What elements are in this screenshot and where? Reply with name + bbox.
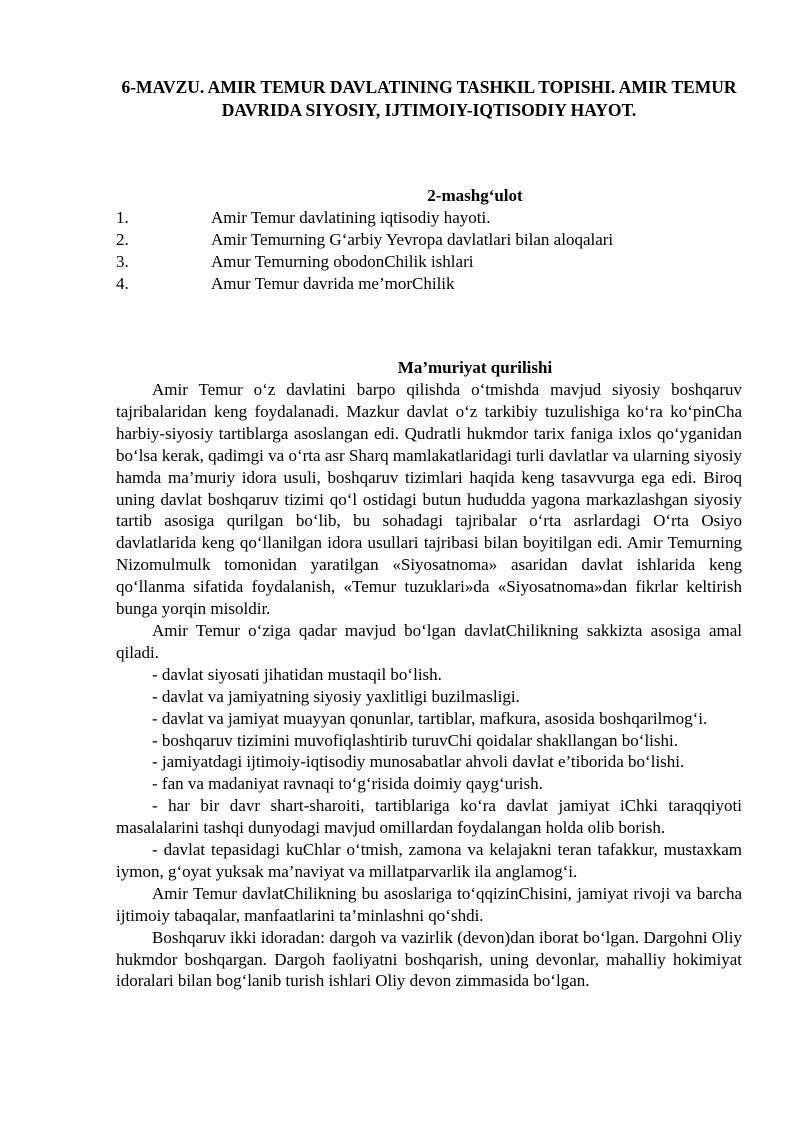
topic-item bbox=[116, 273, 742, 295]
topic-number: 3. bbox=[116, 252, 129, 271]
topic-item bbox=[116, 229, 742, 251]
list-paragraph: - davlat va jamiyatning siyosiy yaxlitligi buzilmasligi. bbox=[152, 686, 520, 706]
topic-list bbox=[116, 207, 742, 295]
topic-text: Amur Temurning obodonChilik ishlari bbox=[211, 252, 474, 271]
topic-number: 1. bbox=[116, 208, 129, 227]
body-paragraph: Amir Temur o‘ziga qadar mavjud bo‘lgan davlatChilikning sakkizta asosiga amal qiladi. bbox=[116, 620, 742, 662]
list-paragraph: - davlat va jamiyat muayyan qonunlar, tartiblar, mafkura, asosida boshqarilmog‘i. bbox=[152, 708, 708, 728]
list-paragraph: - har bir davr shart-sharoiti, tartiblariga ko‘ra davlat jamiyat iChki taraqqiyoti masalalarini tashqi dunyodagi mavjud omillardan foydalangan holda olib borish. bbox=[116, 796, 742, 838]
body-paragraph: Boshqaruv ikki idoradan: dargoh va vazirlik (devon)dan iborat bo‘lgan. Dargohni Oliy hukmdor boshqargan. Dargoh faoliyatni boshqarish, uning devonlar, mahalliy hokimiyat idoralari bilan bog‘lanib turish ishlari Oliy devon zimmasida bo‘lgan. bbox=[116, 927, 742, 991]
body-paragraph: Amir Temur davlatChilikning bu asoslariga to‘qqizinChisini, jamiyat rivoji va barcha ijtimoiy tabaqalar, manfaatlarini ta’minlashni qo‘shdi. bbox=[116, 883, 742, 925]
list-paragraph: - davlat tepasidagi kuChlar o‘tmish, zamona va kelajakni teran tafakkur, mustaxkam iymon, g‘oyat yuksak ma’naviyat va millatparvarlik ila anglamog‘i. bbox=[116, 840, 742, 881]
topic-text: Amur Temur davrida me’morChilik bbox=[211, 274, 455, 293]
list-paragraph: - boshqaruv tizimini muvofiqlashtirib turuvChi qoidalar shakllangan bo‘lishi. bbox=[152, 730, 678, 750]
topic-item bbox=[116, 251, 742, 273]
document-title: 6-MAVZU. AMIR TEMUR DAVLATINING TASHKIL TOPISHI. AMIR TEMUR DAVRIDA SIYOSIY, IJTIMOIY-IQTISODIY HAYOT. bbox=[121, 77, 737, 120]
topic-text: Amir Temurning G‘arbiy Yevropa davlatlari bilan aloqalari bbox=[211, 230, 614, 249]
lesson-title: 2-mashg‘ulot bbox=[427, 186, 523, 205]
topic-text: Amir Temur davlatining iqtisodiy hayoti. bbox=[211, 208, 491, 227]
list-paragraph: - jamiyatdagi ijtimoiy-iqtisodiy munosabatlar ahvoli davlat e’tiborida bo‘lishi. bbox=[152, 752, 685, 772]
section-heading: Ma’muriyat qurilishi bbox=[397, 358, 553, 377]
topic-number: 2. bbox=[116, 230, 129, 249]
topic-number: 4. bbox=[116, 274, 129, 293]
body-paragraph: Amir Temur o‘z davlatini barpo qilishda o‘tmishda mavjud siyosiy boshqaruv tajribalaridan keng foydalanadi. Mazkur davlat o‘z tarkibiy tuzulishiga ko‘ra ko‘pinCha harbiy-siyosiy tartiblarga asoslangan edi. Qudratli hukmdor tarix faniga ixlos qo‘yganidan bo‘lsa kerak, qadimgi va o‘rta asr Sharq mamlakatlaridagi turli davlatlar va ularning siyosiy hamda ma’muriy idora usuli, boshqaruv tizimlari haqida keng tasavvurga ega edi. Biroq uning davlat boshqaruv tizimi qo‘l ostidagi butun hududda yagona markazlashgan siyosiy tartib asosiga qurilgan bo‘lib, bu sohadagi tajribalar o‘rta asrlardagi O‘rta Osiyo davlatlarida keng qo‘llanilgan idora usullari tajribasi bilan boyitilgan edi. Amir Temurning Nizomulmulk tomonidan yaratilgan «Siyosatnoma» asaridan davlat ishlarida keng qo‘llanma sifatida foydalanish, «Temur tuzuklari»da «Siyosatnoma»dan fikrlar keltirish bunga yorqin misoldir. bbox=[116, 380, 742, 619]
topic-item bbox=[116, 207, 742, 229]
section-body bbox=[116, 379, 742, 992]
list-paragraph: - davlat siyosati jihatidan mustaqil bo‘lish. bbox=[152, 664, 442, 684]
list-paragraph: - fan va madaniyat ravnaqi to‘g‘risida doimiy qayg‘urish. bbox=[152, 774, 543, 794]
